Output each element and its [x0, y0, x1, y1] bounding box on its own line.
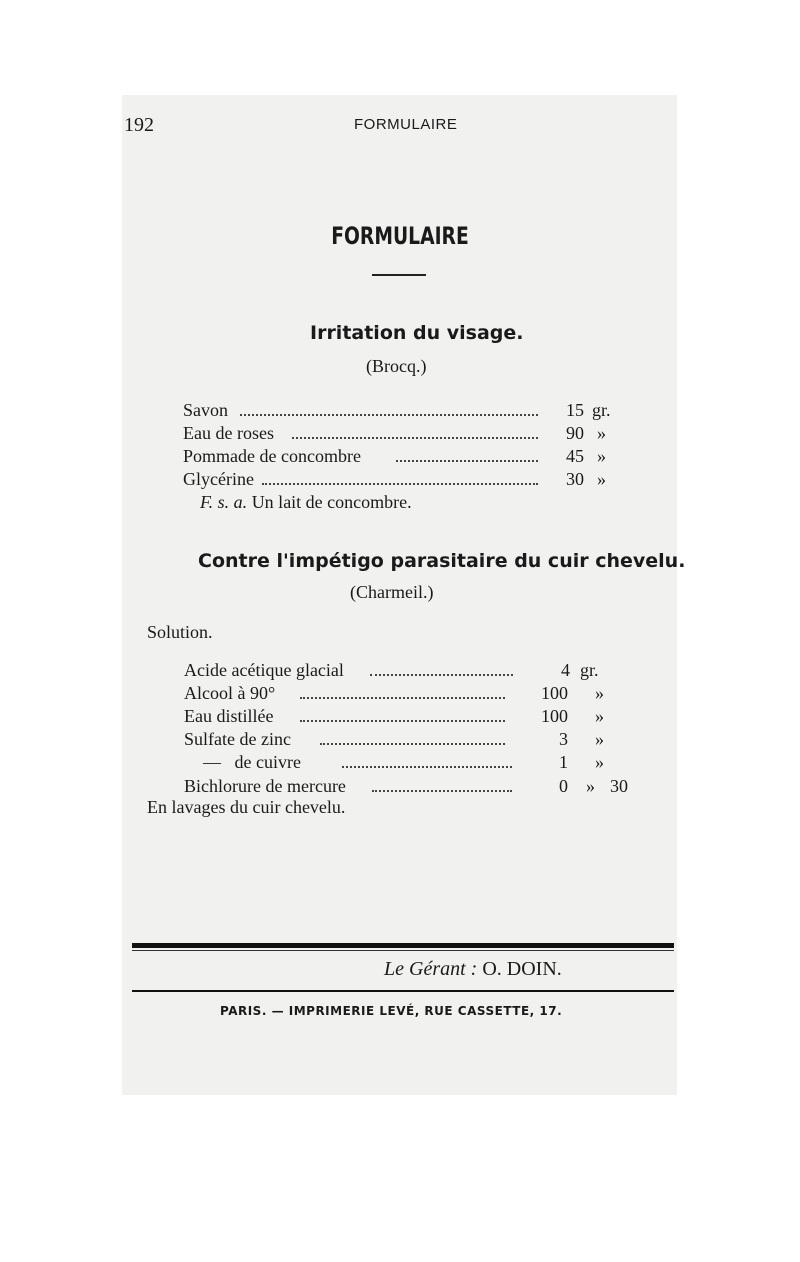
leader-dots: [240, 414, 538, 416]
ingredient-qty: 30: [566, 469, 584, 489]
ingredient-name: Glycérine: [183, 469, 254, 489]
section2-title: Contre l'impétigo parasitaire du cuir chevelu.: [198, 550, 686, 572]
note-abbreviation: F. s. a.: [200, 492, 248, 512]
gerant-line: [384, 958, 562, 981]
section2-intro: Solution.: [147, 622, 213, 642]
footer-heavy-rule: [132, 943, 674, 948]
section1-author: (Brocq.): [366, 356, 427, 376]
ingredient-unit: »: [597, 469, 606, 489]
ingredient-qty: 100: [541, 706, 568, 726]
ingredient-unit: »: [586, 776, 595, 796]
ingredient-qty: 0: [559, 776, 568, 796]
section1-note: [200, 492, 412, 513]
section1-title: Irritation du visage.: [310, 322, 524, 344]
ingredient-name: Alcool à 90°: [184, 683, 276, 703]
ingredient-qty: 4: [561, 660, 570, 680]
leader-dots: [292, 437, 538, 439]
section2-author: (Charmeil.): [350, 582, 434, 602]
leader-dots: [372, 790, 512, 792]
imprint-line: PARIS. — IMPRIMERIE LEVÉ, RUE CASSETTE, 17.: [220, 1004, 563, 1018]
footer-thin-rule: [132, 950, 674, 951]
footer-bottom-rule: [132, 990, 674, 992]
section2-usage: En lavages du cuir chevelu.: [147, 797, 346, 817]
ingredient-unit: »: [595, 683, 604, 703]
ingredient-name: Sulfate de zinc: [184, 729, 291, 749]
ingredient-name: Eau de roses: [183, 423, 274, 443]
ingredient-unit: gr.: [592, 400, 611, 420]
ingredient-qty: 90: [566, 423, 584, 443]
leader-dots: [262, 483, 538, 485]
ingredient-name: Savon: [183, 400, 228, 420]
ingredient-unit: »: [595, 729, 604, 749]
ingredient-unit: »: [595, 752, 604, 772]
ingredient-unit: »: [597, 423, 606, 443]
title-rule: [372, 274, 426, 276]
leader-dots: [300, 697, 505, 699]
ingredient-name: — de cuivre: [203, 752, 301, 772]
ingredient-qty: 100: [541, 683, 568, 703]
ingredient-qty: 45: [566, 446, 584, 466]
ingredient-qty: 3: [559, 729, 568, 749]
ingredient-name: Pommade de concombre: [183, 446, 361, 466]
ingredient-extra: 30: [610, 776, 628, 796]
leader-dots: [342, 766, 512, 768]
leader-dots: [370, 674, 513, 676]
leader-dots: [396, 460, 538, 462]
leader-dots: [300, 720, 505, 722]
ingredient-qty: 1: [559, 752, 568, 772]
gerant-role: Le Gérant :: [384, 958, 478, 980]
ingredient-name: Acide acétique glacial: [184, 660, 344, 680]
gerant-name: O. DOIN.: [482, 958, 562, 980]
ingredient-unit: »: [597, 446, 606, 466]
main-title: FORMULAIRE: [331, 222, 469, 250]
ingredient-unit: »: [595, 706, 604, 726]
ingredient-unit: gr.: [580, 660, 599, 680]
note-text: Un lait de concombre.: [251, 492, 412, 512]
ingredient-name: Bichlorure de mercure: [184, 776, 346, 796]
running-head: FORMULAIRE: [354, 116, 458, 133]
ingredient-name: Eau distillée: [184, 706, 274, 726]
leader-dots: [320, 743, 505, 745]
ingredient-qty: 15: [566, 400, 584, 420]
page-number: 192: [124, 114, 154, 136]
